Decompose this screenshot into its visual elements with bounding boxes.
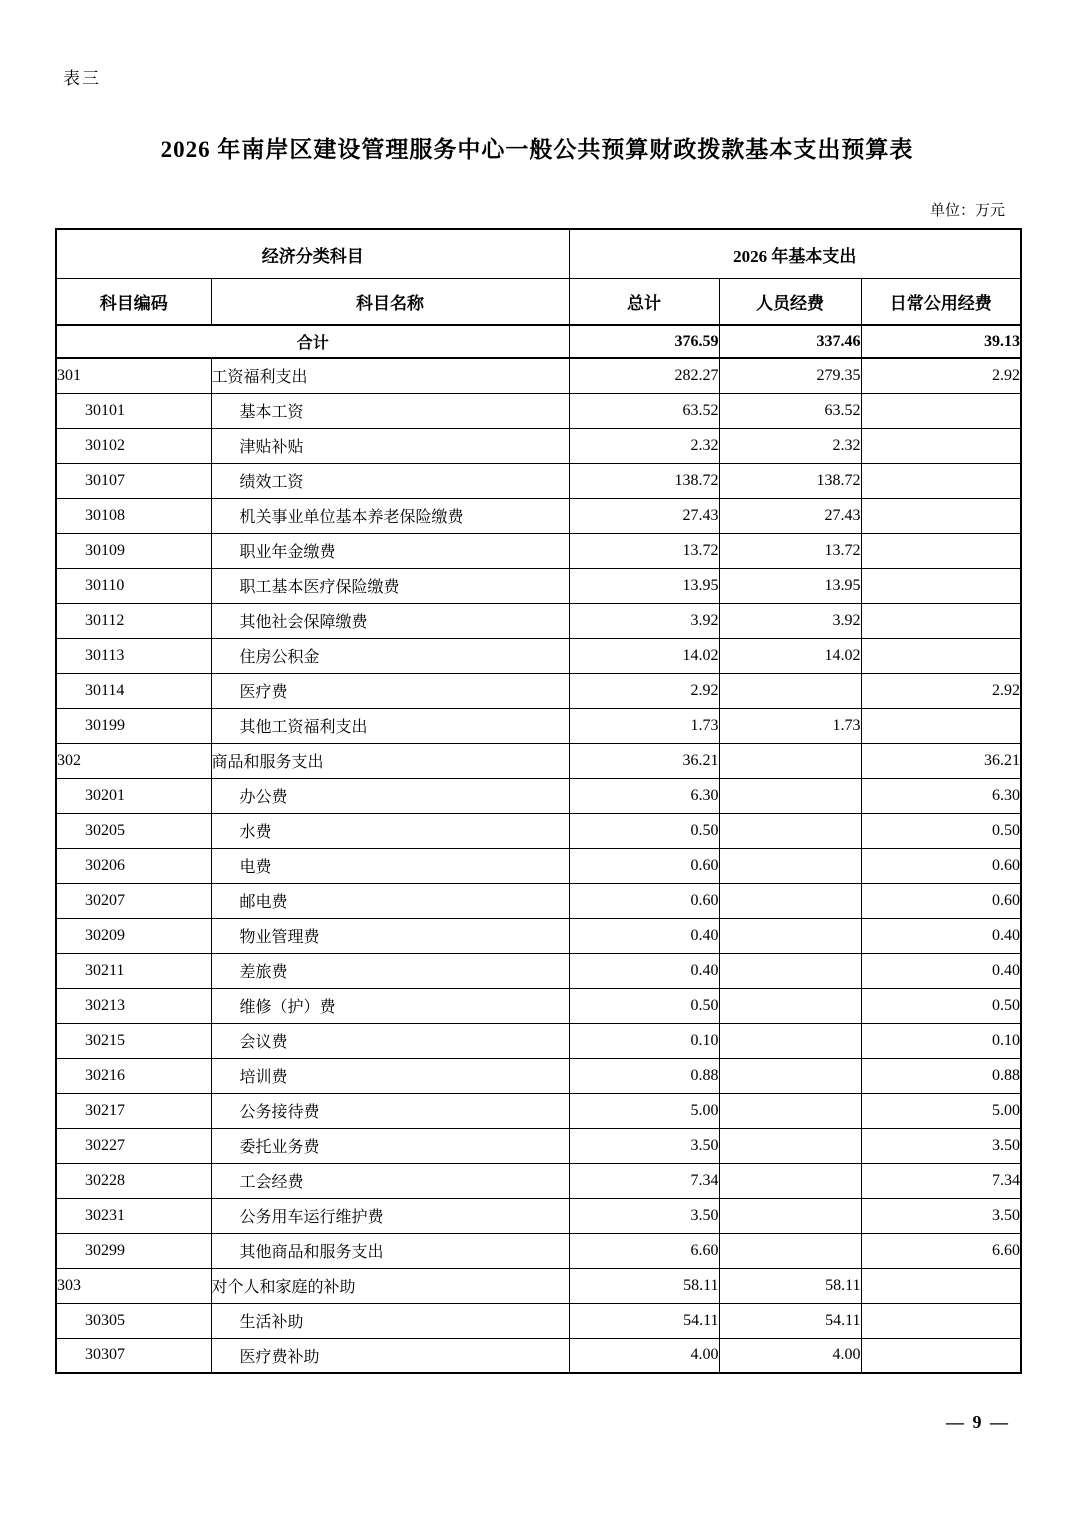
table-row xyxy=(56,953,1021,988)
page-number: — 9 — xyxy=(946,1412,1010,1432)
daily-public-value-cell xyxy=(861,393,1021,428)
subject-code-cell: 30201 xyxy=(56,778,211,813)
subject-name-cell: 生活补助 xyxy=(211,1303,569,1338)
personnel-value-cell xyxy=(719,1233,861,1268)
column-header-subject-name: 科目名称 xyxy=(211,279,569,326)
daily-public-value-cell: 3.50 xyxy=(861,1198,1021,1233)
personnel-value-cell: 279.35 xyxy=(719,358,861,393)
daily-public-value-cell xyxy=(861,1338,1021,1373)
subject-name-cell: 办公费 xyxy=(211,778,569,813)
subject-code-cell: 30231 xyxy=(56,1198,211,1233)
personnel-value-cell: 27.43 xyxy=(719,498,861,533)
subject-name-cell: 维修（护）费 xyxy=(211,988,569,1023)
subject-code-cell: 303 xyxy=(56,1268,211,1303)
daily-public-value-cell: 2.92 xyxy=(861,673,1021,708)
daily-public-value-cell xyxy=(861,1303,1021,1338)
personnel-value-cell xyxy=(719,673,861,708)
column-header-total: 总计 xyxy=(569,279,719,326)
column-header-daily-public: 日常公用经费 xyxy=(861,279,1021,326)
subject-name-cell: 水费 xyxy=(211,813,569,848)
subject-name-cell: 其他工资福利支出 xyxy=(211,708,569,743)
table-row xyxy=(56,1303,1021,1338)
total-value-cell: 3.50 xyxy=(569,1198,719,1233)
subject-code-cell: 30211 xyxy=(56,953,211,988)
subject-name-cell: 其他社会保障缴费 xyxy=(211,603,569,638)
unit-note: 单位：万元 xyxy=(929,203,1005,219)
table-row xyxy=(56,813,1021,848)
subject-name-cell: 邮电费 xyxy=(211,883,569,918)
personnel-value-cell: 58.11 xyxy=(719,1268,861,1303)
subject-name-cell: 基本工资 xyxy=(211,393,569,428)
total-value-cell: 27.43 xyxy=(569,498,719,533)
table-row xyxy=(56,1058,1021,1093)
daily-public-value-cell: 6.30 xyxy=(861,778,1021,813)
personnel-value-cell xyxy=(719,988,861,1023)
subject-code-cell: 30107 xyxy=(56,463,211,498)
table-row xyxy=(56,498,1021,533)
daily-public-value-cell: 2.92 xyxy=(861,358,1021,393)
table-row xyxy=(56,848,1021,883)
page-title: 2026 年南岸区建设管理服务中心一般公共预算财政拨款基本支出预算表 xyxy=(160,137,914,162)
subject-name-cell: 对个人和家庭的补助 xyxy=(211,1268,569,1303)
subject-code-cell: 30207 xyxy=(56,883,211,918)
daily-public-value-cell: 0.40 xyxy=(861,953,1021,988)
total-value-cell: 58.11 xyxy=(569,1268,719,1303)
budget-table xyxy=(55,228,1022,1374)
subject-code-cell: 30213 xyxy=(56,988,211,1023)
subject-name-cell: 津贴补贴 xyxy=(211,428,569,463)
total-value-cell: 13.95 xyxy=(569,568,719,603)
table-row xyxy=(56,1023,1021,1058)
subject-code-cell: 30217 xyxy=(56,1093,211,1128)
daily-public-value-cell xyxy=(861,638,1021,673)
total-value-cell: 36.21 xyxy=(569,743,719,778)
table-row xyxy=(56,1198,1021,1233)
subject-code-cell: 30205 xyxy=(56,813,211,848)
personnel-value-cell xyxy=(719,1093,861,1128)
personnel-value-cell xyxy=(719,813,861,848)
subject-name-cell: 商品和服务支出 xyxy=(211,743,569,778)
subject-name-cell: 工资福利支出 xyxy=(211,358,569,393)
table-row xyxy=(56,1163,1021,1198)
grand-total-personnel-cell: 337.46 xyxy=(719,325,861,358)
daily-public-value-cell: 0.50 xyxy=(861,988,1021,1023)
daily-public-value-cell: 3.50 xyxy=(861,1128,1021,1163)
total-value-cell: 0.88 xyxy=(569,1058,719,1093)
personnel-value-cell xyxy=(719,1128,861,1163)
subject-code-cell: 30101 xyxy=(56,393,211,428)
table-row xyxy=(56,988,1021,1023)
daily-public-value-cell xyxy=(861,568,1021,603)
daily-public-value-cell: 36.21 xyxy=(861,743,1021,778)
table-row xyxy=(56,393,1021,428)
subject-code-cell: 301 xyxy=(56,358,211,393)
table-row xyxy=(56,1268,1021,1303)
personnel-value-cell: 1.73 xyxy=(719,708,861,743)
personnel-value-cell: 63.52 xyxy=(719,393,861,428)
daily-public-value-cell: 0.10 xyxy=(861,1023,1021,1058)
personnel-value-cell: 3.92 xyxy=(719,603,861,638)
personnel-value-cell: 13.72 xyxy=(719,533,861,568)
subject-code-cell: 30299 xyxy=(56,1233,211,1268)
subject-name-cell: 培训费 xyxy=(211,1058,569,1093)
subject-name-cell: 医疗费补助 xyxy=(211,1338,569,1373)
table-row xyxy=(56,638,1021,673)
daily-public-value-cell: 0.60 xyxy=(861,848,1021,883)
personnel-value-cell: 54.11 xyxy=(719,1303,861,1338)
subject-code-cell: 30110 xyxy=(56,568,211,603)
personnel-value-cell: 138.72 xyxy=(719,463,861,498)
header-2026-basic-expenditure: 2026 年基本支出 xyxy=(569,229,1021,279)
subject-name-cell: 公务用车运行维护费 xyxy=(211,1198,569,1233)
total-value-cell: 0.40 xyxy=(569,953,719,988)
total-value-cell: 0.10 xyxy=(569,1023,719,1058)
personnel-value-cell xyxy=(719,1023,861,1058)
total-value-cell: 0.60 xyxy=(569,883,719,918)
table-row xyxy=(56,743,1021,778)
table-row xyxy=(56,568,1021,603)
subject-code-cell: 30228 xyxy=(56,1163,211,1198)
personnel-value-cell: 13.95 xyxy=(719,568,861,603)
column-header-personnel: 人员经费 xyxy=(719,279,861,326)
table-row xyxy=(56,1233,1021,1268)
personnel-value-cell xyxy=(719,1163,861,1198)
daily-public-value-cell: 0.40 xyxy=(861,918,1021,953)
grand-total-row xyxy=(56,325,1021,358)
personnel-value-cell: 14.02 xyxy=(719,638,861,673)
subject-code-cell: 30305 xyxy=(56,1303,211,1338)
total-value-cell: 1.73 xyxy=(569,708,719,743)
total-value-cell: 3.50 xyxy=(569,1128,719,1163)
daily-public-value-cell: 0.60 xyxy=(861,883,1021,918)
total-value-cell: 0.40 xyxy=(569,918,719,953)
table-row xyxy=(56,1128,1021,1163)
subject-code-cell: 30108 xyxy=(56,498,211,533)
subject-name-cell: 委托业务费 xyxy=(211,1128,569,1163)
personnel-value-cell xyxy=(719,848,861,883)
subject-name-cell: 住房公积金 xyxy=(211,638,569,673)
table-sequence-label: 表三 xyxy=(63,69,101,88)
daily-public-value-cell xyxy=(861,1268,1021,1303)
daily-public-value-cell xyxy=(861,428,1021,463)
subject-code-cell: 30102 xyxy=(56,428,211,463)
subject-name-cell: 差旅费 xyxy=(211,953,569,988)
grand-total-daily-cell: 39.13 xyxy=(861,325,1021,358)
total-value-cell: 54.11 xyxy=(569,1303,719,1338)
subject-name-cell: 工会经费 xyxy=(211,1163,569,1198)
column-header-subject-code: 科目编码 xyxy=(56,279,211,326)
daily-public-value-cell xyxy=(861,533,1021,568)
header-group-row xyxy=(56,229,1021,279)
subject-code-cell: 30109 xyxy=(56,533,211,568)
subject-code-cell: 30215 xyxy=(56,1023,211,1058)
subject-name-cell: 医疗费 xyxy=(211,673,569,708)
table-row xyxy=(56,778,1021,813)
subject-code-cell: 30206 xyxy=(56,848,211,883)
subject-name-cell: 公务接待费 xyxy=(211,1093,569,1128)
subject-name-cell: 会议费 xyxy=(211,1023,569,1058)
daily-public-value-cell xyxy=(861,603,1021,638)
table-row xyxy=(56,428,1021,463)
personnel-value-cell xyxy=(719,778,861,813)
daily-public-value-cell: 0.88 xyxy=(861,1058,1021,1093)
daily-public-value-cell: 0.50 xyxy=(861,813,1021,848)
subject-name-cell: 其他商品和服务支出 xyxy=(211,1233,569,1268)
subject-code-cell: 30112 xyxy=(56,603,211,638)
total-value-cell: 2.32 xyxy=(569,428,719,463)
table-row xyxy=(56,883,1021,918)
subject-code-cell: 30113 xyxy=(56,638,211,673)
total-value-cell: 7.34 xyxy=(569,1163,719,1198)
total-value-cell: 13.72 xyxy=(569,533,719,568)
total-value-cell: 0.50 xyxy=(569,988,719,1023)
table-row xyxy=(56,1338,1021,1373)
table-body xyxy=(56,325,1021,1373)
table-row xyxy=(56,708,1021,743)
subject-name-cell: 物业管理费 xyxy=(211,918,569,953)
table-row xyxy=(56,603,1021,638)
total-value-cell: 3.92 xyxy=(569,603,719,638)
personnel-value-cell xyxy=(719,1198,861,1233)
subject-name-cell: 职业年金缴费 xyxy=(211,533,569,568)
subject-code-cell: 30114 xyxy=(56,673,211,708)
total-value-cell: 5.00 xyxy=(569,1093,719,1128)
table-row xyxy=(56,673,1021,708)
grand-total-label-cell: 合计 xyxy=(56,325,569,358)
daily-public-value-cell xyxy=(861,708,1021,743)
total-value-cell: 0.60 xyxy=(569,848,719,883)
total-value-cell: 6.30 xyxy=(569,778,719,813)
total-value-cell: 2.92 xyxy=(569,673,719,708)
subject-name-cell: 电费 xyxy=(211,848,569,883)
daily-public-value-cell xyxy=(861,498,1021,533)
total-value-cell: 14.02 xyxy=(569,638,719,673)
personnel-value-cell xyxy=(719,743,861,778)
daily-public-value-cell: 6.60 xyxy=(861,1233,1021,1268)
personnel-value-cell: 2.32 xyxy=(719,428,861,463)
subject-name-cell: 机关事业单位基本养老保险缴费 xyxy=(211,498,569,533)
subject-code-cell: 302 xyxy=(56,743,211,778)
total-value-cell: 6.60 xyxy=(569,1233,719,1268)
table-row xyxy=(56,533,1021,568)
header-economic-classification: 经济分类科目 xyxy=(56,229,569,279)
personnel-value-cell xyxy=(719,953,861,988)
table-row xyxy=(56,918,1021,953)
subject-code-cell: 30199 xyxy=(56,708,211,743)
daily-public-value-cell xyxy=(861,463,1021,498)
personnel-value-cell xyxy=(719,883,861,918)
personnel-value-cell xyxy=(719,918,861,953)
subject-code-cell: 30227 xyxy=(56,1128,211,1163)
header-columns-row xyxy=(56,279,1021,326)
table-row xyxy=(56,1093,1021,1128)
grand-total-total-cell: 376.59 xyxy=(569,325,719,358)
subject-name-cell: 职工基本医疗保险缴费 xyxy=(211,568,569,603)
total-value-cell: 282.27 xyxy=(569,358,719,393)
subject-name-cell: 绩效工资 xyxy=(211,463,569,498)
daily-public-value-cell: 7.34 xyxy=(861,1163,1021,1198)
total-value-cell: 4.00 xyxy=(569,1338,719,1373)
total-value-cell: 0.50 xyxy=(569,813,719,848)
total-value-cell: 63.52 xyxy=(569,393,719,428)
subject-code-cell: 30307 xyxy=(56,1338,211,1373)
personnel-value-cell xyxy=(719,1058,861,1093)
table-row xyxy=(56,463,1021,498)
daily-public-value-cell: 5.00 xyxy=(861,1093,1021,1128)
subject-code-cell: 30209 xyxy=(56,918,211,953)
personnel-value-cell: 4.00 xyxy=(719,1338,861,1373)
total-value-cell: 138.72 xyxy=(569,463,719,498)
subject-code-cell: 30216 xyxy=(56,1058,211,1093)
table-row xyxy=(56,358,1021,393)
